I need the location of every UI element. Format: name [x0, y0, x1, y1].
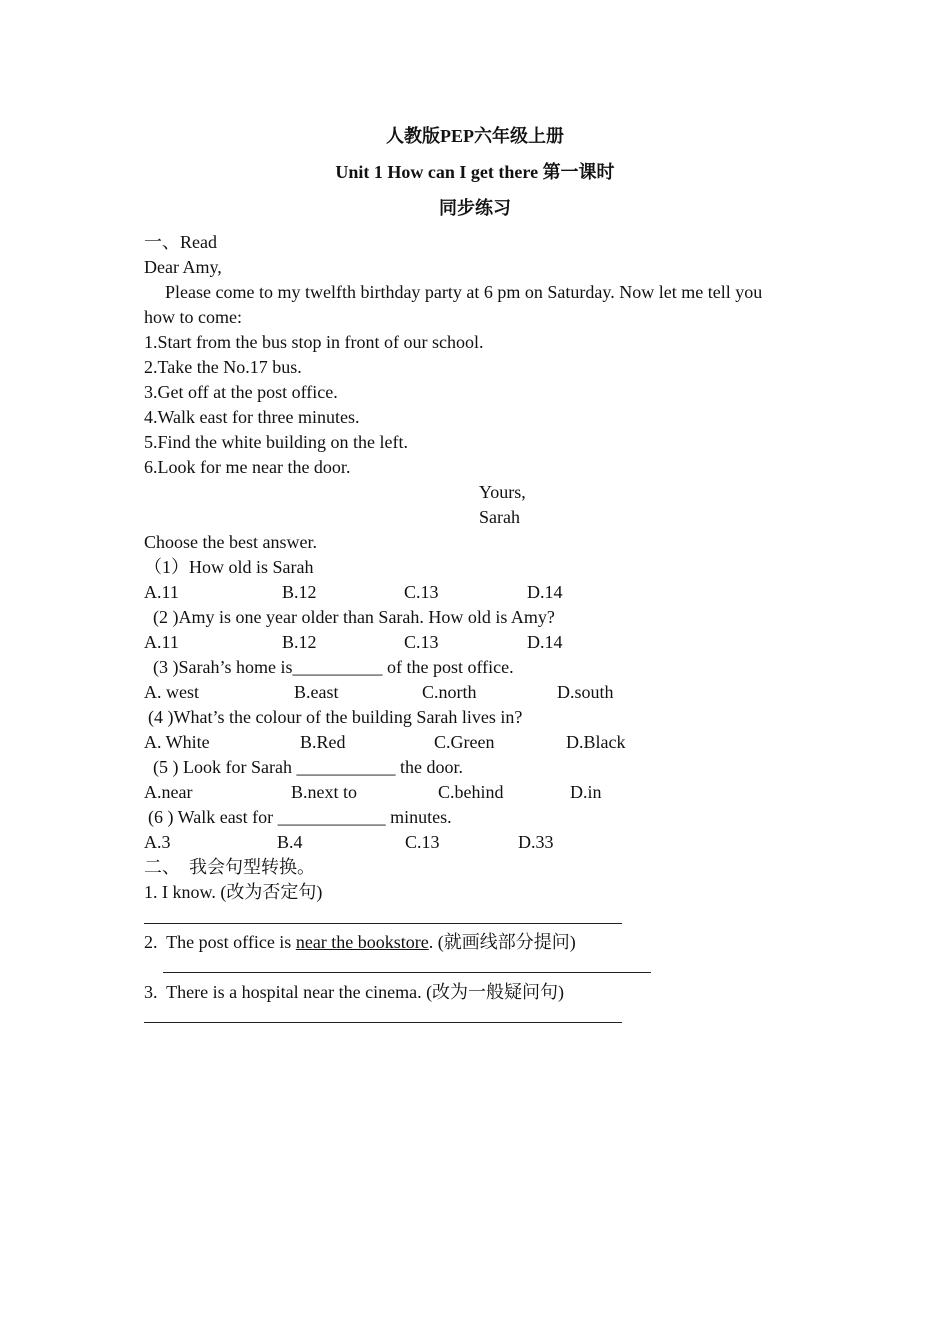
section2-heading: 二、 我会句型转换。 — [144, 857, 315, 877]
option-b: B.4 — [277, 832, 303, 852]
option-a: A.11 — [144, 632, 179, 652]
letter-signature: Sarah — [479, 507, 520, 527]
letter-step: 6.Look for me near the door. — [144, 457, 351, 477]
option-a: A.11 — [144, 582, 179, 602]
question-text: (3 )Sarah’s home is__________ of the post office. — [153, 657, 514, 677]
letter-step: 2.Take the No.17 bus. — [144, 357, 302, 377]
letter-greeting: Dear Amy, — [144, 257, 222, 277]
section1-heading: 一、Read — [144, 232, 217, 252]
letter-closing: Yours, — [479, 482, 526, 502]
question-text: (6 ) Walk east for ____________ minutes. — [148, 807, 452, 827]
option-b: B.12 — [282, 582, 317, 602]
option-b: B.Red — [300, 732, 346, 752]
letter-step: 4.Walk east for three minutes. — [144, 407, 360, 427]
doc-title-line2: Unit 1 How can I get there 第一课时 — [335, 162, 615, 182]
option-c: C.Green — [434, 732, 495, 752]
question-text: (2 )Amy is one year older than Sarah. How old is Amy? — [153, 607, 555, 627]
transform-item-1: 1. I know. (改为否定句) — [144, 882, 323, 902]
letter-step: 1.Start from the bus stop in front of our school. — [144, 332, 484, 352]
transform-item-3: 3. There is a hospital near the cinema. (改为一般疑问句) — [144, 982, 565, 1002]
answer-blank-1[interactable] — [144, 923, 622, 924]
transform-item-2-post: . (就画线部分提问) — [428, 932, 576, 952]
option-c: C.north — [422, 682, 477, 702]
option-a: A. White — [144, 732, 210, 752]
option-b: B.12 — [282, 632, 317, 652]
option-c: C.13 — [404, 582, 439, 602]
answer-blank-2[interactable] — [163, 972, 651, 973]
option-d: D.in — [570, 782, 602, 802]
option-c: C.behind — [438, 782, 504, 802]
option-c: C.13 — [404, 632, 439, 652]
option-c: C.13 — [405, 832, 440, 852]
option-d: D.33 — [518, 832, 554, 852]
option-a: A. west — [144, 682, 199, 702]
option-b: B.next to — [291, 782, 357, 802]
option-d: D.14 — [527, 632, 563, 652]
question-text: （1）How old is Sarah — [144, 557, 314, 577]
option-d: D.Black — [566, 732, 626, 752]
doc-title-line3: 同步练习 — [439, 198, 511, 218]
underlined-phrase: near the bookstore — [295, 932, 429, 952]
transform-item-2 — [144, 930, 576, 955]
letter-paragraph-line1: Please come to my twelfth birthday party at 6 pm on Saturday. Now let me tell you — [165, 282, 763, 302]
answer-blank-3[interactable] — [144, 1022, 622, 1023]
transform-item-2-pre: 2. The post office is — [144, 932, 296, 952]
letter-paragraph-line2: how to come: — [144, 307, 242, 327]
option-a: A.3 — [144, 832, 171, 852]
question-text: (4 )What’s the colour of the building Sarah lives in? — [148, 707, 523, 727]
choice-instruction: Choose the best answer. — [144, 532, 317, 552]
letter-step: 5.Find the white building on the left. — [144, 432, 408, 452]
option-a: A.near — [144, 782, 193, 802]
question-text: (5 ) Look for Sarah ___________ the door. — [153, 757, 463, 777]
option-b: B.east — [294, 682, 339, 702]
doc-title-line1: 人教版PEP六年级上册 — [386, 126, 564, 146]
option-d: D.14 — [527, 582, 563, 602]
letter-step: 3.Get off at the post office. — [144, 382, 338, 402]
option-d: D.south — [557, 682, 614, 702]
